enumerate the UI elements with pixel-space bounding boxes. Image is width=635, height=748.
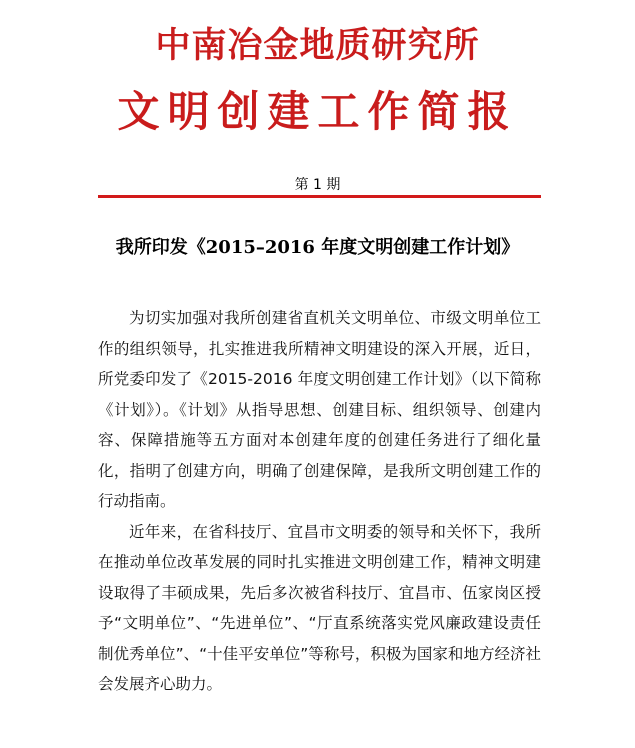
organization-name: 中南冶金地质研究所 [155, 25, 480, 66]
article-paragraph-2: 近年来，在省科技厅、宜昌市文明委的领导和关怀下，我所在推动单位改革发展的同时扎实推进文明创建工作，精神文明建设取得了丰硕成果，先后多次被省科技厅、宜昌市、伍家岗区授予“文明单位”、“先进单位”、“厅直系统落实党风廉政建设责任制优秀单位”、“十佳平安单位”等称号，积极为国家和地方经济社会发展齐心助力。 [98, 522, 541, 693]
bulletin-title: 文明创建工作简报 [117, 87, 518, 136]
masthead-divider [98, 195, 541, 198]
article-paragraph-1: 为切实加强对我所创建省直机关文明单位、市级文明单位工作的组织领导，扎实推进我所精神文明建设的深入开展，近日，所党委印发了《2015-2016 年度文明创建工作计划》（以下简称《计划》）。《计划》从指导思想、创建目标、组织领导、创建内容、保障措施等五方面对本创建年度的创建任务进行了细化量化，指明了创建方向，明确了创建保障，是我所文明创建工作的行动指南。 [98, 309, 541, 510]
article-title: 我所印发《2015–2016 年度文明创建工作计划》 [115, 237, 520, 258]
issue-number: 第 1 期 [294, 177, 341, 193]
article-body [98, 303, 541, 700]
